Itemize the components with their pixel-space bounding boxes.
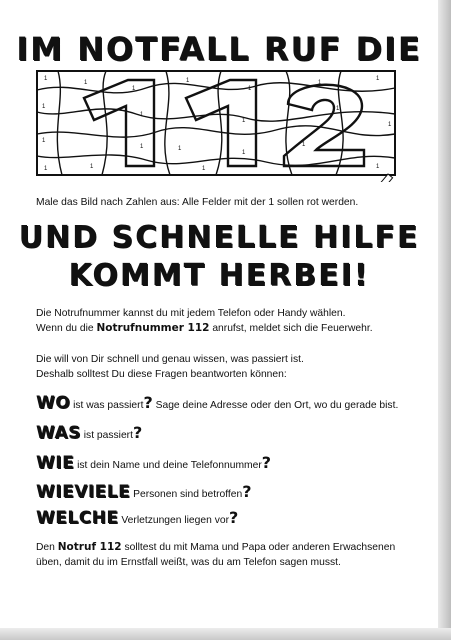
puzzle-caption: Male das Bild nach Zahlen aus: Alle Felder mit der 1 sollen rot werden.: [36, 197, 359, 208]
outro-paragraph: [36, 540, 436, 570]
emergency-call-bold: Notruf 112: [57, 541, 122, 553]
field-number: 1: [336, 106, 340, 112]
field-number: 1: [42, 138, 46, 144]
question-was: WAS ist passiert?: [36, 423, 143, 443]
field-number: 1: [242, 150, 246, 156]
question-wieviele: WIEVIELE Personen sind betroffen?: [36, 482, 252, 502]
field-number: 1: [248, 86, 252, 92]
intro-paragraph: [36, 306, 436, 336]
intro-line-2: Wenn du die Notrufnummer 112 anrufst, meldet sich die Feuerwehr.: [36, 322, 373, 334]
field-number: 1: [318, 80, 322, 86]
field-number: 1: [44, 166, 48, 172]
field-number: 1: [376, 164, 380, 170]
headline-top: IM NOTFALL RUF DIE: [16, 30, 422, 68]
headline-mid-1: UND SCHNELLE HILFE: [18, 220, 420, 255]
intro2-paragraph: [36, 352, 436, 382]
page-edge-shadow: [438, 0, 451, 640]
intro2-line-2: Deshalb solltest Du diese Fragen beantworten können:: [36, 369, 287, 380]
intro-line-1: Die Notrufnummer kannst du mit jedem Telefon oder Handy wählen.: [36, 308, 346, 319]
field-number: 1: [140, 112, 144, 118]
field-number: 1: [84, 80, 88, 86]
outro-line-2: üben, damit du im Ernstfall weißt, was du am Telefon sagen musst.: [36, 557, 341, 568]
field-number: 1: [90, 164, 94, 170]
field-number: 1: [178, 146, 182, 152]
field-number: 1: [242, 118, 246, 124]
page-edge-shadow-bottom: [0, 628, 451, 640]
field-number: 1: [376, 76, 380, 82]
outro-line-1: Den Notruf 112 solltest du mit Mama und Papa oder anderen Erwachsenen: [36, 541, 396, 553]
question-welche: WELCHE Verletzungen liegen vor?: [36, 508, 239, 528]
color-by-number-puzzle: [36, 70, 402, 182]
intro2-line-1: Die will von Dir schnell und genau wissen, was passiert ist.: [36, 354, 304, 365]
question-wo: WO ist was passiert? Sage deine Adresse oder den Ort, wo du gerade bist.: [36, 393, 399, 413]
field-number: 1: [202, 166, 206, 172]
question-wie: WIE ist dein Name und deine Telefonnummer?: [36, 453, 272, 473]
field-number: 1: [42, 104, 46, 110]
field-number: 1: [302, 142, 306, 148]
field-number: 1: [186, 78, 190, 84]
emergency-number-bold: Notrufnummer 112: [96, 322, 210, 334]
field-number: 1: [44, 76, 48, 82]
field-number: 1: [388, 122, 392, 128]
field-number: 1: [140, 144, 144, 150]
field-number: 1: [132, 86, 136, 92]
headline-mid-2: KOMMT HERBEI!: [68, 258, 370, 293]
